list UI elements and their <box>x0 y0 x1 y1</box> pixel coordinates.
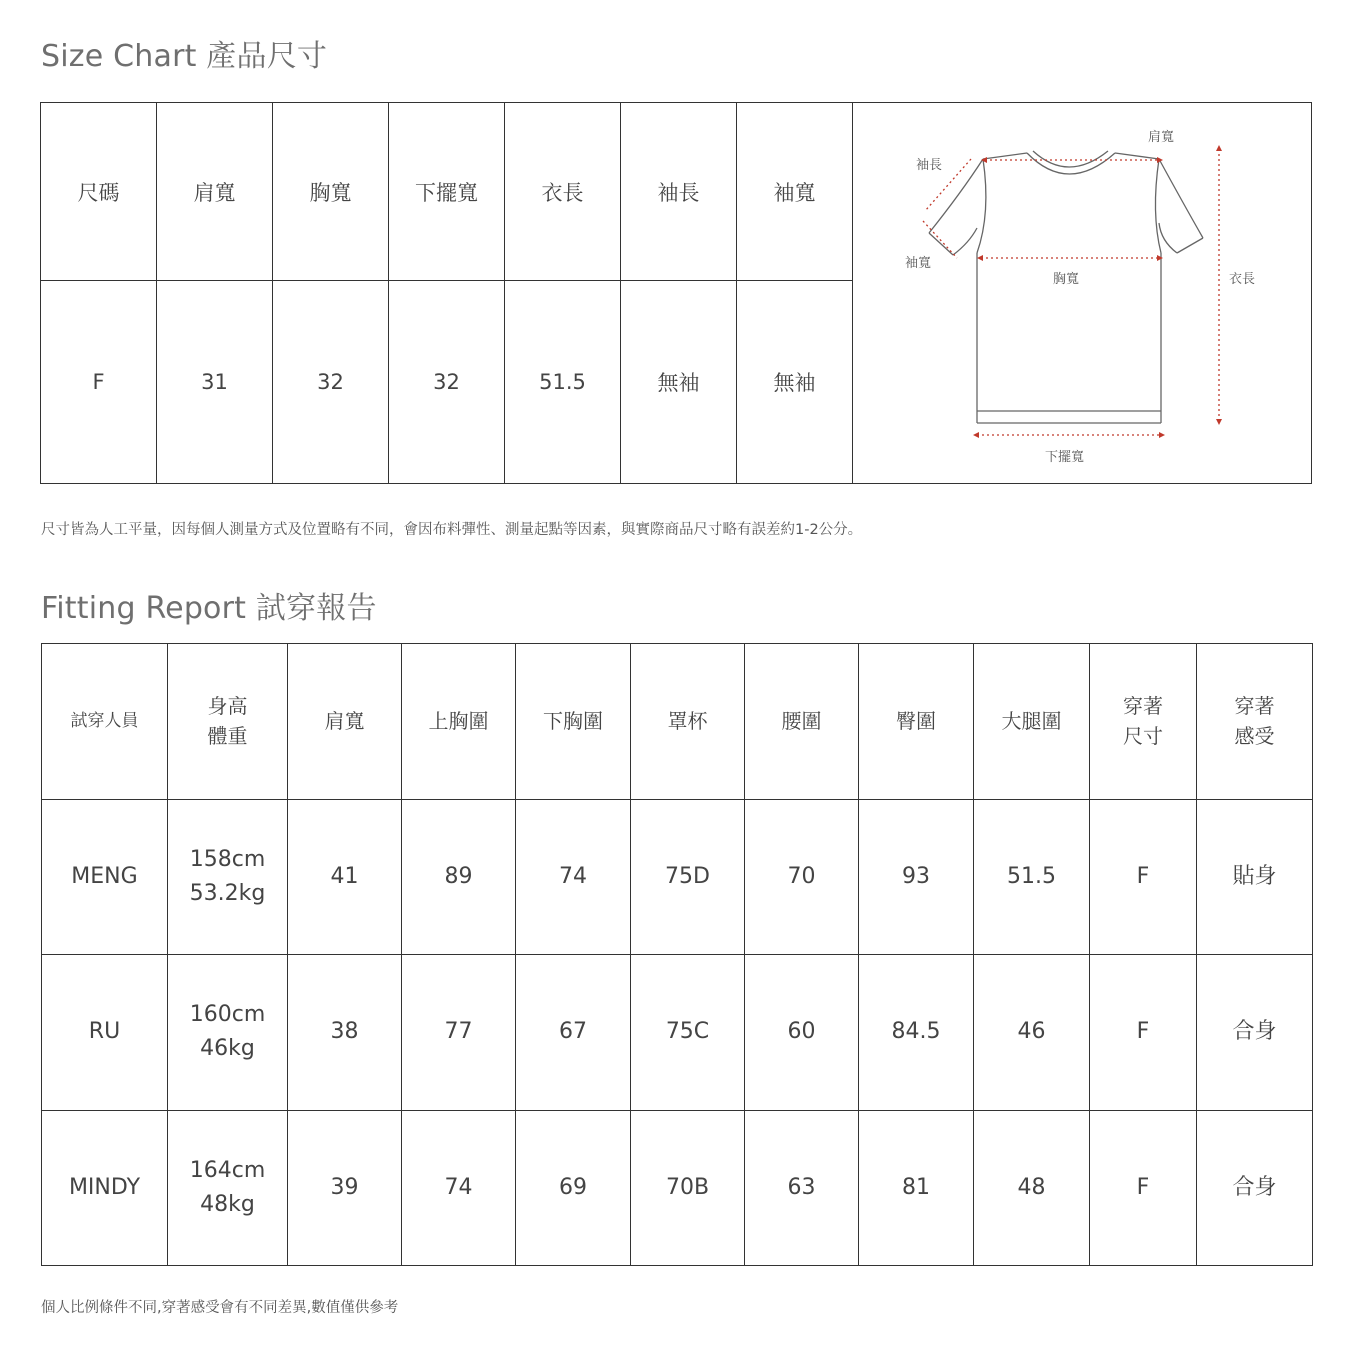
size-header-cell: 尺碼 <box>41 103 157 281</box>
fit-cell-under-bust: 74 <box>516 799 631 955</box>
fit-cell-under-bust: 67 <box>516 955 631 1111</box>
label-chest: 胸寬 <box>1053 272 1080 287</box>
fit-header-cell: 臀圍 <box>859 644 974 800</box>
fit-cell-hip: 81 <box>859 1110 974 1266</box>
fit-cell-hip: 84.5 <box>859 955 974 1111</box>
fit-header-cell: 身高 體重 <box>168 644 288 800</box>
size-header-cell: 衣長 <box>505 103 621 281</box>
fit-cell-upper-bust: 89 <box>402 799 516 955</box>
label-shoulder: 肩寬 <box>1148 130 1175 145</box>
size-header-cell: 肩寬 <box>157 103 273 281</box>
measure-arrowheads <box>973 145 1222 438</box>
fit-header-cell: 上胸圍 <box>402 644 516 800</box>
label-sleeve-length: 袖長 <box>916 158 943 173</box>
fit-cell-height-weight: 158cm 53.2kg <box>168 799 288 955</box>
fit-cell-name: MINDY <box>42 1110 168 1266</box>
fit-header-cell: 下胸圍 <box>516 644 631 800</box>
fit-cell-hip: 93 <box>859 799 974 955</box>
fit-row-mindy <box>42 1110 1313 1266</box>
fit-header-cell: 試穿人員 <box>42 644 168 800</box>
fitting-report-table <box>41 643 1313 1266</box>
fit-header-cell: 腰圍 <box>745 644 859 800</box>
fitting-report-title: Fitting Report 試穿報告 <box>41 591 377 626</box>
size-chart-title: Size Chart 產品尺寸 <box>41 39 328 74</box>
tshirt-outline <box>929 151 1203 423</box>
fit-header-cell: 穿著 感受 <box>1197 644 1313 800</box>
size-value-cell: F <box>41 281 157 484</box>
size-value-cell: 51.5 <box>505 281 621 484</box>
size-header-cell: 下擺寬 <box>389 103 505 281</box>
fit-cell-waist: 60 <box>745 955 859 1111</box>
size-header-cell: 袖長 <box>621 103 737 281</box>
tshirt-diagram-cell <box>853 103 1312 484</box>
fit-cell-under-bust: 69 <box>516 1110 631 1266</box>
size-header-cell: 胸寬 <box>273 103 389 281</box>
fit-cell-feel: 貼身 <box>1197 799 1313 955</box>
size-header-row <box>41 103 1312 281</box>
fit-cell-cup: 75D <box>631 799 745 955</box>
fit-cell-shoulder: 39 <box>288 1110 402 1266</box>
fit-header-cell: 大腿圍 <box>974 644 1090 800</box>
fit-cell-feel: 合身 <box>1197 1110 1313 1266</box>
size-chart-table <box>40 102 1312 484</box>
fit-header-row <box>42 644 1313 800</box>
fit-cell-feel: 合身 <box>1197 955 1313 1111</box>
fit-row-ru <box>42 955 1313 1111</box>
fit-cell-shoulder: 41 <box>288 799 402 955</box>
fitting-report-note: 個人比例條件不同,穿著感受會有不同差異,數值僅供參考 <box>41 1300 399 1316</box>
fit-cell-cup: 75C <box>631 955 745 1111</box>
fit-header-cell: 肩寬 <box>288 644 402 800</box>
fit-row-meng <box>42 799 1313 955</box>
fit-cell-thigh: 48 <box>974 1110 1090 1266</box>
size-value-cell: 無袖 <box>737 281 853 484</box>
label-length: 衣長 <box>1229 272 1256 287</box>
size-value-cell: 32 <box>273 281 389 484</box>
fit-cell-thigh: 46 <box>974 955 1090 1111</box>
fit-header-cell: 穿著 尺寸 <box>1090 644 1197 800</box>
tshirt-measurement-diagram <box>853 103 1310 484</box>
size-header-cell: 袖寬 <box>737 103 853 281</box>
fit-cell-shoulder: 38 <box>288 955 402 1111</box>
fit-cell-waist: 70 <box>745 799 859 955</box>
fit-cell-thigh: 51.5 <box>974 799 1090 955</box>
fit-cell-name: MENG <box>42 799 168 955</box>
measure-lines <box>923 149 1219 435</box>
fit-cell-name: RU <box>42 955 168 1111</box>
size-value-cell: 32 <box>389 281 505 484</box>
fit-cell-size: F <box>1090 955 1197 1111</box>
fit-cell-upper-bust: 74 <box>402 1110 516 1266</box>
fit-cell-size: F <box>1090 799 1197 955</box>
fit-cell-height-weight: 160cm 46kg <box>168 955 288 1111</box>
size-chart-note: 尺寸皆為人工平量，因每個人測量方式及位置略有不同，會因布料彈性、測量起點等因素，與實際商品尺寸略有誤差約1-2公分。 <box>41 522 863 538</box>
label-sleeve-width: 袖寬 <box>905 256 932 271</box>
size-value-cell: 無袖 <box>621 281 737 484</box>
label-hem: 下擺寬 <box>1045 450 1085 465</box>
fit-header-cell: 罩杯 <box>631 644 745 800</box>
size-value-cell: 31 <box>157 281 273 484</box>
fit-cell-size: F <box>1090 1110 1197 1266</box>
fit-cell-upper-bust: 77 <box>402 955 516 1111</box>
fit-cell-height-weight: 164cm 48kg <box>168 1110 288 1266</box>
fit-cell-waist: 63 <box>745 1110 859 1266</box>
fit-cell-cup: 70B <box>631 1110 745 1266</box>
